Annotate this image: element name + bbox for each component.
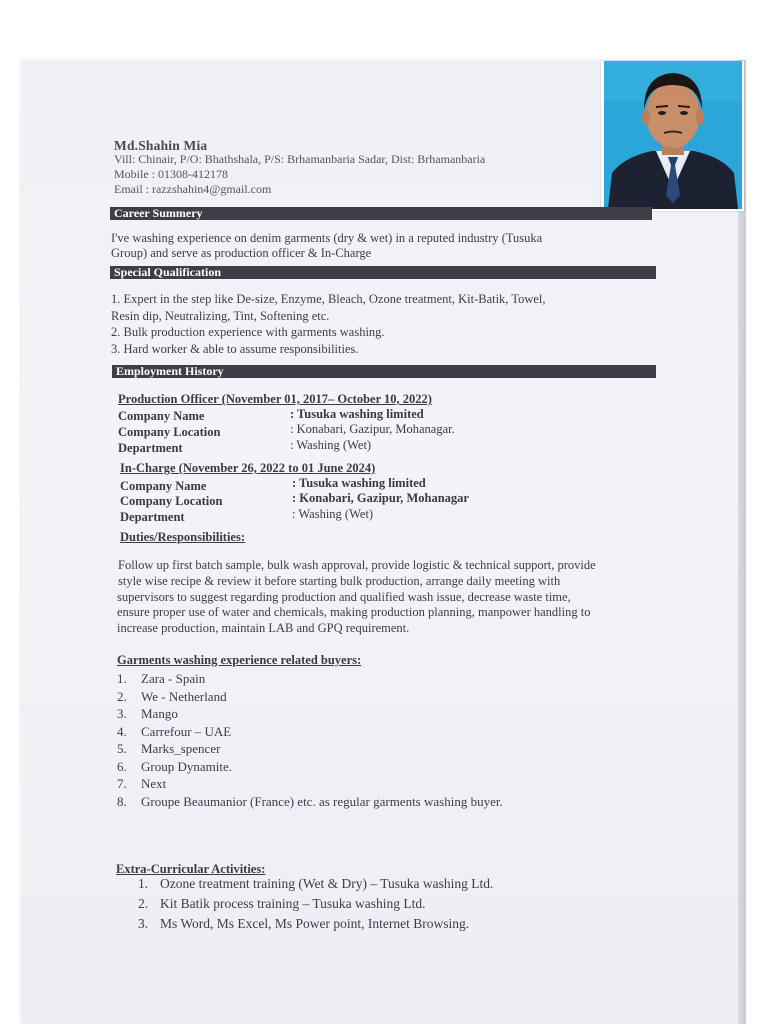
buyer-item: 1. Zara - Spain — [117, 671, 206, 686]
career-summary-line-1: I've washing experience on denim garments (dry & wet) in a reputed industry (Tusuka — [111, 231, 543, 245]
buyer-item: 6. Group Dynamite. — [117, 758, 232, 774]
career-summary-heading: Career Summery — [110, 207, 652, 220]
job-title-1: Production Officer (November 01, 2017– October 10, 2022) — [118, 392, 432, 406]
job2-company-location-label: Company Location — [120, 494, 223, 508]
qualification-line-4: 3. Hard worker & able to assume responsibilities. — [111, 342, 359, 356]
buyer-item: 5. Marks_spencer — [117, 741, 221, 756]
extra-curricular-heading: Extra-Curricular Activities: — [116, 862, 266, 876]
activity-item: 1. Ozone treatment training (Wet & Dry) – Tusuka washing Ltd. — [138, 876, 494, 891]
portrait-image — [604, 61, 742, 209]
job2-department-value: : Washing (Wet) — [292, 507, 374, 521]
job1-company-name-label: Company Name — [118, 409, 205, 423]
job2-department-label: Department — [120, 510, 185, 524]
job1-company-location-value: : Konabari, Gazipur, Mohanagar. — [290, 422, 455, 436]
job1-company-location-label: Company Location — [118, 425, 221, 439]
buyers-heading: Garments washing experience related buyers: — [117, 653, 362, 667]
activity-item: 3. Ms Word, Ms Excel, Ms Power point, Internet Browsing. — [138, 916, 470, 931]
activity-item: 2. Kit Batik process training – Tusuka washing Ltd. — [138, 896, 426, 911]
job2-company-name-value: : Tusuka washing limited — [292, 476, 426, 490]
job1-company-name-value: : Tusuka washing limited — [290, 407, 424, 421]
job-title-2: In-Charge (November 26, 2022 to 01 June 2024) — [120, 461, 376, 475]
duties-heading: Duties/Responsibilities: — [120, 530, 246, 544]
extra-curricular-list — [138, 874, 493, 934]
buyer-item: 2. We - Netherland — [117, 688, 227, 704]
buyer-item: 8. Groupe Beaumanior (France) etc. as regular garments washing buyer. — [117, 793, 503, 809]
duties-line-1: Follow up first batch sample, bulk wash approval, provide logistic & technical support, provide — [118, 558, 596, 572]
mobile-line: Mobile : 01308-412178 — [114, 167, 228, 181]
buyer-item: 7. Next — [117, 776, 167, 791]
special-qualification-heading: Special Qualification — [110, 266, 656, 279]
buyers-list — [117, 670, 503, 810]
employment-history-heading: Employment History — [112, 365, 656, 378]
profile-photo — [601, 61, 744, 211]
duties-line-5: increase production, maintain LAB and GPQ requirement. — [117, 621, 410, 635]
duties-line-2: style wise recipe & review it before starting bulk production, arrange daily meeting with — [118, 574, 561, 588]
duties-line-4: ensure proper use of water and chemicals, making production planning, manpower handling to — [117, 605, 591, 619]
duties-line-3: supervisors to suggest regarding production and qualified wash issue, decrease waste time, — [117, 590, 571, 604]
email-line: Email : razzshahin4@gmail.com — [114, 182, 272, 196]
buyer-item: 3. Mango — [117, 706, 178, 721]
job1-department-label: Department — [118, 441, 183, 455]
address-line: Vill: Chinair, P/O: Bhathshala, P/S: Brhamanbaria Sadar, Dist: Brhamanbaria — [114, 152, 486, 166]
career-summary-line-2: Group) and serve as production officer & In-Charge — [111, 246, 372, 260]
buyer-item: 4. Carrefour – UAE — [117, 723, 232, 739]
qualification-line-1: 1. Expert in the step like De-size, Enzyme, Bleach, Ozone treatment, Kit-Batik, Towel, — [111, 292, 546, 306]
job2-company-location-value: : Konabari, Gazipur, Mohanagar — [292, 491, 469, 505]
job2-company-name-label: Company Name — [120, 479, 207, 493]
qualification-line-3: 2. Bulk production experience with garments washing. — [111, 325, 385, 339]
job1-department-value: : Washing (Wet) — [290, 438, 372, 452]
qualification-line-2: Resin dip, Neutralizing, Tint, Softening etc. — [111, 309, 330, 323]
candidate-name: Md.Shahin Mia — [114, 138, 208, 153]
